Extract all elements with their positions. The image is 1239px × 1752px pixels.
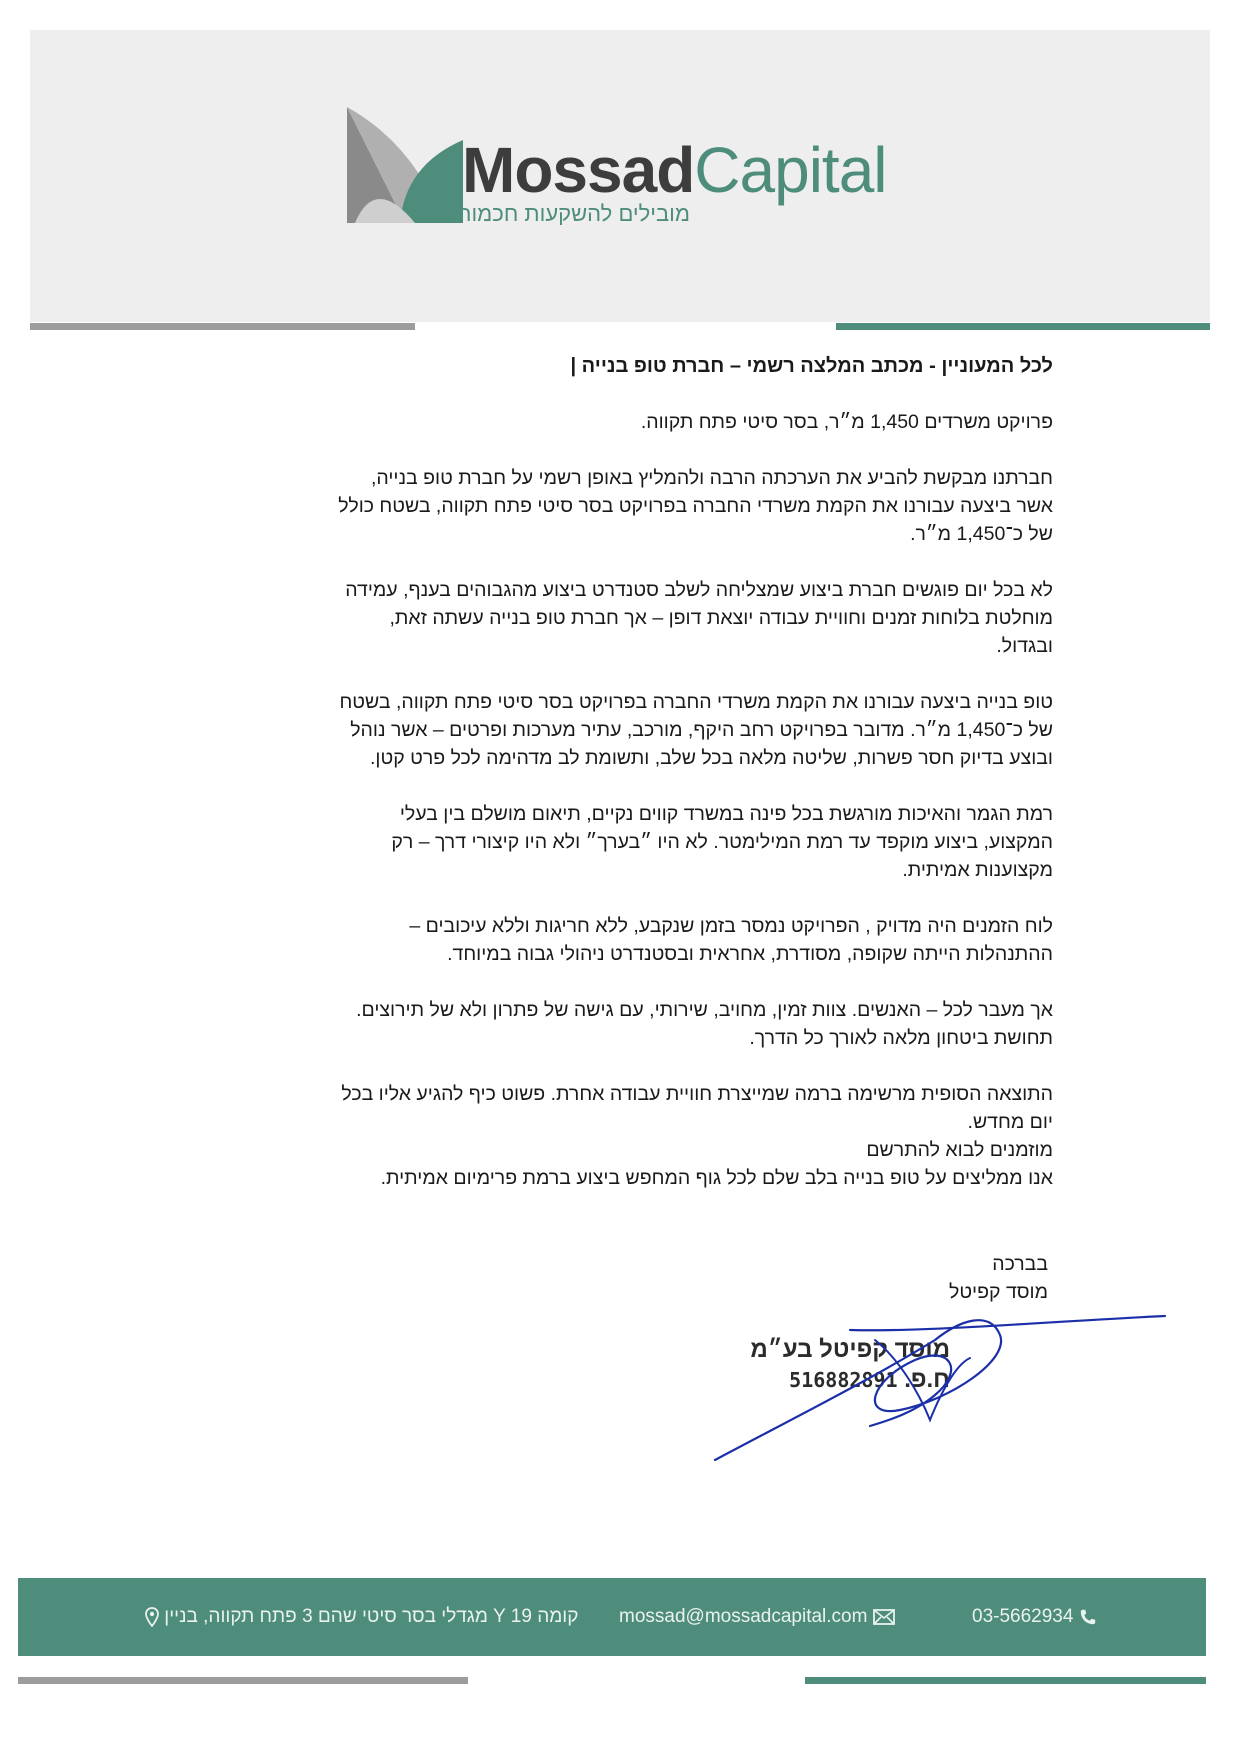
closing-greeting: בברכה <box>992 1253 1048 1275</box>
mail-icon <box>873 1609 895 1625</box>
paragraph-line: לוח הזמנים היה מדויק , הפרויקט נמסר בזמן שנקבע, ללא חריגות וללא עיכובים – <box>409 915 1053 937</box>
brand-mossad-text: Mossad <box>462 134 695 206</box>
brand-capital-text: Capital <box>694 134 887 206</box>
paragraph-line: המקצוע, ביצוע מוקפד עד רמת המילימטר. לא היו ״בערך״ ולא היו קיצורי דרך – רק <box>391 831 1053 853</box>
paragraph-line: לא בכל יום פוגשים חברת ביצוע שמצליחה לשלב סטנדרט ביצוע מהגבוהים בענף, עמידה <box>345 579 1053 601</box>
paragraph-line: ובגדול. <box>996 635 1053 657</box>
paragraph-line: מקצוענות אמיתית. <box>902 859 1053 881</box>
paragraph-2 <box>205 576 1053 660</box>
paragraph-line: תחושת ביטחון מלאה לאורך כל הדרך. <box>749 1027 1053 1049</box>
footer-email <box>619 1602 895 1632</box>
mossad-logo-mark <box>345 105 465 225</box>
paragraph-4 <box>205 800 1053 884</box>
signature <box>700 1300 1170 1470</box>
footer-phone <box>972 1602 1097 1632</box>
paragraph-line: רמת הגמר והאיכות מורגשת בכל פינה במשרד קווים נקיים, תיאום מושלם בין בעלי <box>399 803 1053 825</box>
letter-title: לכל המעוניין - מכתב המלצה רשמי – חברת טופ בנייה | <box>570 355 1053 377</box>
paragraph-5 <box>205 912 1053 968</box>
brand-wordmark <box>462 134 887 206</box>
paragraph-line: התוצאה הסופית מרשימה ברמה שמייצרת חוויית עבודה אחרת. פשוט כיף להגיע אליו בכל <box>341 1083 1053 1105</box>
paragraph-line: ההתנהלות הייתה שקופה, מסודרת, אחראית ובסטנדרט ניהולי גבוה במיוחד. <box>447 943 1053 965</box>
footer-address <box>145 1602 578 1632</box>
paragraph-line: ובוצע בדיוק חסר פשרות, שליטה מלאה בכל שלב, ותשומת לב מדהימה לכל פרט קטן. <box>369 747 1053 769</box>
footer-rule-grey <box>18 1677 468 1684</box>
paragraph-3 <box>205 688 1053 772</box>
paragraph-6 <box>205 996 1053 1052</box>
stamp-company: מוסד קפיטל בע״מ <box>750 1336 950 1363</box>
footer-address-text: מגדלי בסר סיטי שהם 3 פתח תקווה, בניין Y קומה 19 <box>164 1606 579 1627</box>
closing-company: מוסד קפיטל <box>949 1281 1048 1303</box>
footer-rule-green <box>805 1677 1206 1684</box>
paragraph-line: מוזמנים לבוא להתרשם <box>866 1139 1053 1161</box>
paragraph-line: חברתנו מבקשת להביע את הערכתה הרבה ולהמליץ באופן רשמי על חברת טופ בנייה, <box>370 467 1053 489</box>
project-line: פרויקט משרדים 1,450 מ״ר, בסר סיטי פתח תקווה. <box>640 411 1053 433</box>
paragraph-line: אך מעבר לכל – האנשים. צוות זמין, מחויב, שירותי, עם גישה של פתרון ולא של תירוצים. <box>356 999 1053 1021</box>
stamp-id-number: 516882891 <box>789 1368 898 1392</box>
header-rule-grey <box>30 323 415 330</box>
paragraph-line: של כ־1,450 מ״ר. <box>910 523 1053 545</box>
paragraph-line: אנו ממליצים על טופ בנייה בלב שלם לכל גוף המחפש ביצוע ברמת פרימיום אמיתית. <box>380 1167 1053 1189</box>
paragraph-line: אשר ביצעה עבורנו את הקמת משרדי החברה בפרויקט בסר סיטי פתח תקווה, בשטח כולל <box>338 495 1053 517</box>
paragraph-line: טופ בנייה ביצעה עבורנו את הקמת משרדי החברה בפרויקט בסר סיטי פתח תקווה, בשטח <box>339 691 1053 713</box>
paragraph-line: יום מחדש. <box>967 1111 1053 1133</box>
footer-phone-text: 03-5662934 <box>972 1606 1074 1627</box>
brand-tagline: מובילים להשקעות חכמות <box>456 201 690 226</box>
paragraph-line: של כ־1,450 מ״ר. מדובר בפרויקט רחב היקף, מורכב, עתיר מערכות ופרטים – אשר נוהל <box>350 719 1053 741</box>
letter-body <box>205 352 1053 1220</box>
footer-email-text: mossad@mossadcapital.com <box>619 1606 868 1627</box>
paragraph-7 <box>205 1080 1053 1192</box>
header-rule-green <box>836 323 1210 330</box>
closing-block <box>949 1250 1048 1306</box>
stamp-id-label: ח.פ. <box>904 1366 950 1393</box>
paragraph-1 <box>205 464 1053 548</box>
paragraph-line: מוחלטת בלוחות זמנים וחוויית עבודה יוצאת דופן – אך חברת טופ בנייה עשתה זאת, <box>389 607 1053 629</box>
location-pin-icon <box>145 1607 159 1627</box>
phone-icon <box>1079 1608 1097 1626</box>
